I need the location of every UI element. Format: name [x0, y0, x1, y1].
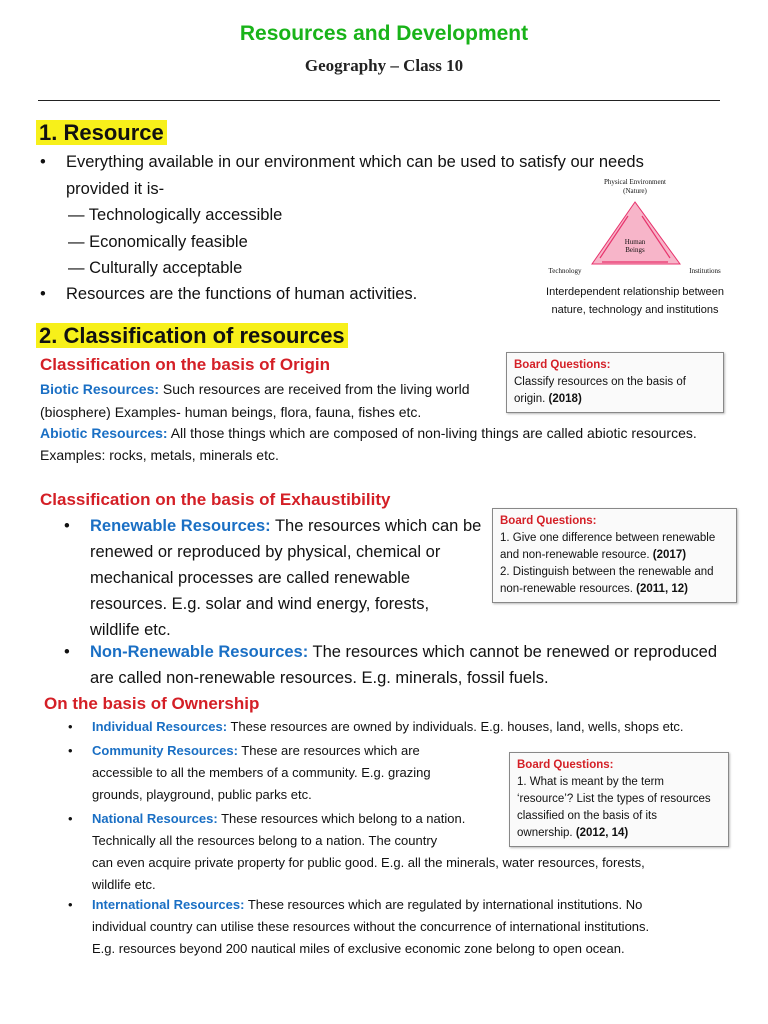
bullet-icon: •	[64, 517, 70, 535]
bullet-icon: •	[64, 643, 70, 661]
resource-definition-line-2: provided it is-	[66, 180, 165, 198]
board-questions-origin: Board Questions: Classify resources on the basis of origin. (2018)	[506, 352, 724, 413]
board-questions-exhaustibility: Board Questions: 1. Give one difference between renewable and non-renewable resource. (2017) 2. Distinguish between the renewable and non-renewable resources. (2011, 12)	[492, 508, 737, 603]
diagram-label-beings: Beings	[625, 246, 645, 254]
condition-item: — Culturally acceptable	[68, 259, 243, 277]
biotic-resources-text: Biotic Resources: Such resources are received from the living world	[40, 381, 470, 397]
exhaustibility-heading: Classification on the basis of Exhaustibility	[40, 490, 391, 509]
international-resources-text: International Resources: These resources which are regulated by international institutions. No individual country can utilise these resources without the concurrence of international institutions. E.g. resources beyond 200 nautical miles of exclusive economic zone belong to open ocean.	[92, 897, 650, 956]
diagram-label-nature: (Nature)	[623, 187, 647, 195]
bullet-icon: •	[68, 897, 73, 912]
bullet-icon: •	[40, 285, 46, 303]
community-resources-text: Community Resources: These are resources which are accessible to all the members of a community. E.g. grazing grounds, playground, public parks etc.	[92, 743, 431, 802]
bullet-icon: •	[68, 811, 73, 826]
page-title: Resources and Development	[239, 22, 529, 45]
resource-definition-line-1: Everything available in our environment which can be used to satisfy our needs	[66, 153, 644, 171]
section-1-heading: 1. Resource	[36, 120, 167, 146]
condition-item: — Economically feasible	[68, 233, 248, 251]
non-renewable-resources-text-2: are called non-renewable resources. E.g. minerals, fossil fuels.	[90, 669, 549, 687]
header-divider	[38, 100, 720, 101]
bullet-icon: •	[68, 743, 73, 758]
diagram-label-environment: Physical Environment	[603, 178, 667, 186]
interdependence-diagram	[540, 176, 730, 276]
condition-item: — Technologically accessible	[68, 206, 283, 224]
non-renewable-resources-text: Non-Renewable Resources: The resources which cannot be renewed or reproduced	[90, 643, 718, 661]
origin-heading: Classification on the basis of Origin	[40, 355, 330, 374]
individual-resources-text: Individual Resources: These resources are owned by individuals. E.g. houses, land, wells, shops etc.	[92, 719, 684, 734]
abiotic-resources-text: Abiotic Resources: All those things which are composed of non-living things are called abiotic resources.	[40, 425, 697, 441]
biotic-resources-text-2: (biosphere) Examples- human beings, flora, fauna, fishes etc.	[40, 404, 422, 420]
ownership-heading: On the basis of Ownership	[44, 694, 260, 713]
diagram-caption-1: Interdependent relationship between	[546, 286, 724, 298]
board-questions-title: Board Questions:	[514, 359, 611, 371]
renewable-resources-text: Renewable Resources: The resources which can be renewed or reproduced by physical, chemical or mechanical processes are called renewable resources. E.g. solar and wind energy, forests, wildlife etc.	[90, 517, 482, 639]
abiotic-resources-text-2: Examples: rocks, metals, minerals etc.	[40, 447, 279, 463]
section-2-heading: 2. Classification of resources	[36, 323, 348, 349]
diagram-label-human: Human	[624, 238, 646, 246]
national-resources-text: National Resources: These resources which belong to a nation. Technically all the resources belong to a nation. The country can even acquire private property for public good. E.g. all the minerals, water resources, forests, wildlife etc.	[92, 811, 645, 892]
board-questions-title: Board Questions:	[517, 759, 614, 771]
diagram-label-technology: Technology	[548, 267, 582, 275]
board-questions-ownership: Board Questions: 1. What is meant by the term ‘resource’? List the types of resources classified on the basis of its ownership. (2012, 14)	[509, 752, 729, 847]
triangle-graphic	[540, 196, 730, 270]
page-subtitle: Geography – Class 10	[304, 56, 464, 75]
board-questions-title: Board Questions:	[500, 515, 597, 527]
bullet-icon: •	[40, 153, 46, 171]
diagram-label-institutions: Institutions	[689, 267, 721, 275]
resource-functions-text: Resources are the functions of human activities.	[66, 285, 418, 303]
diagram-caption-2: nature, technology and institutions	[551, 304, 719, 316]
bullet-icon: •	[68, 719, 73, 734]
